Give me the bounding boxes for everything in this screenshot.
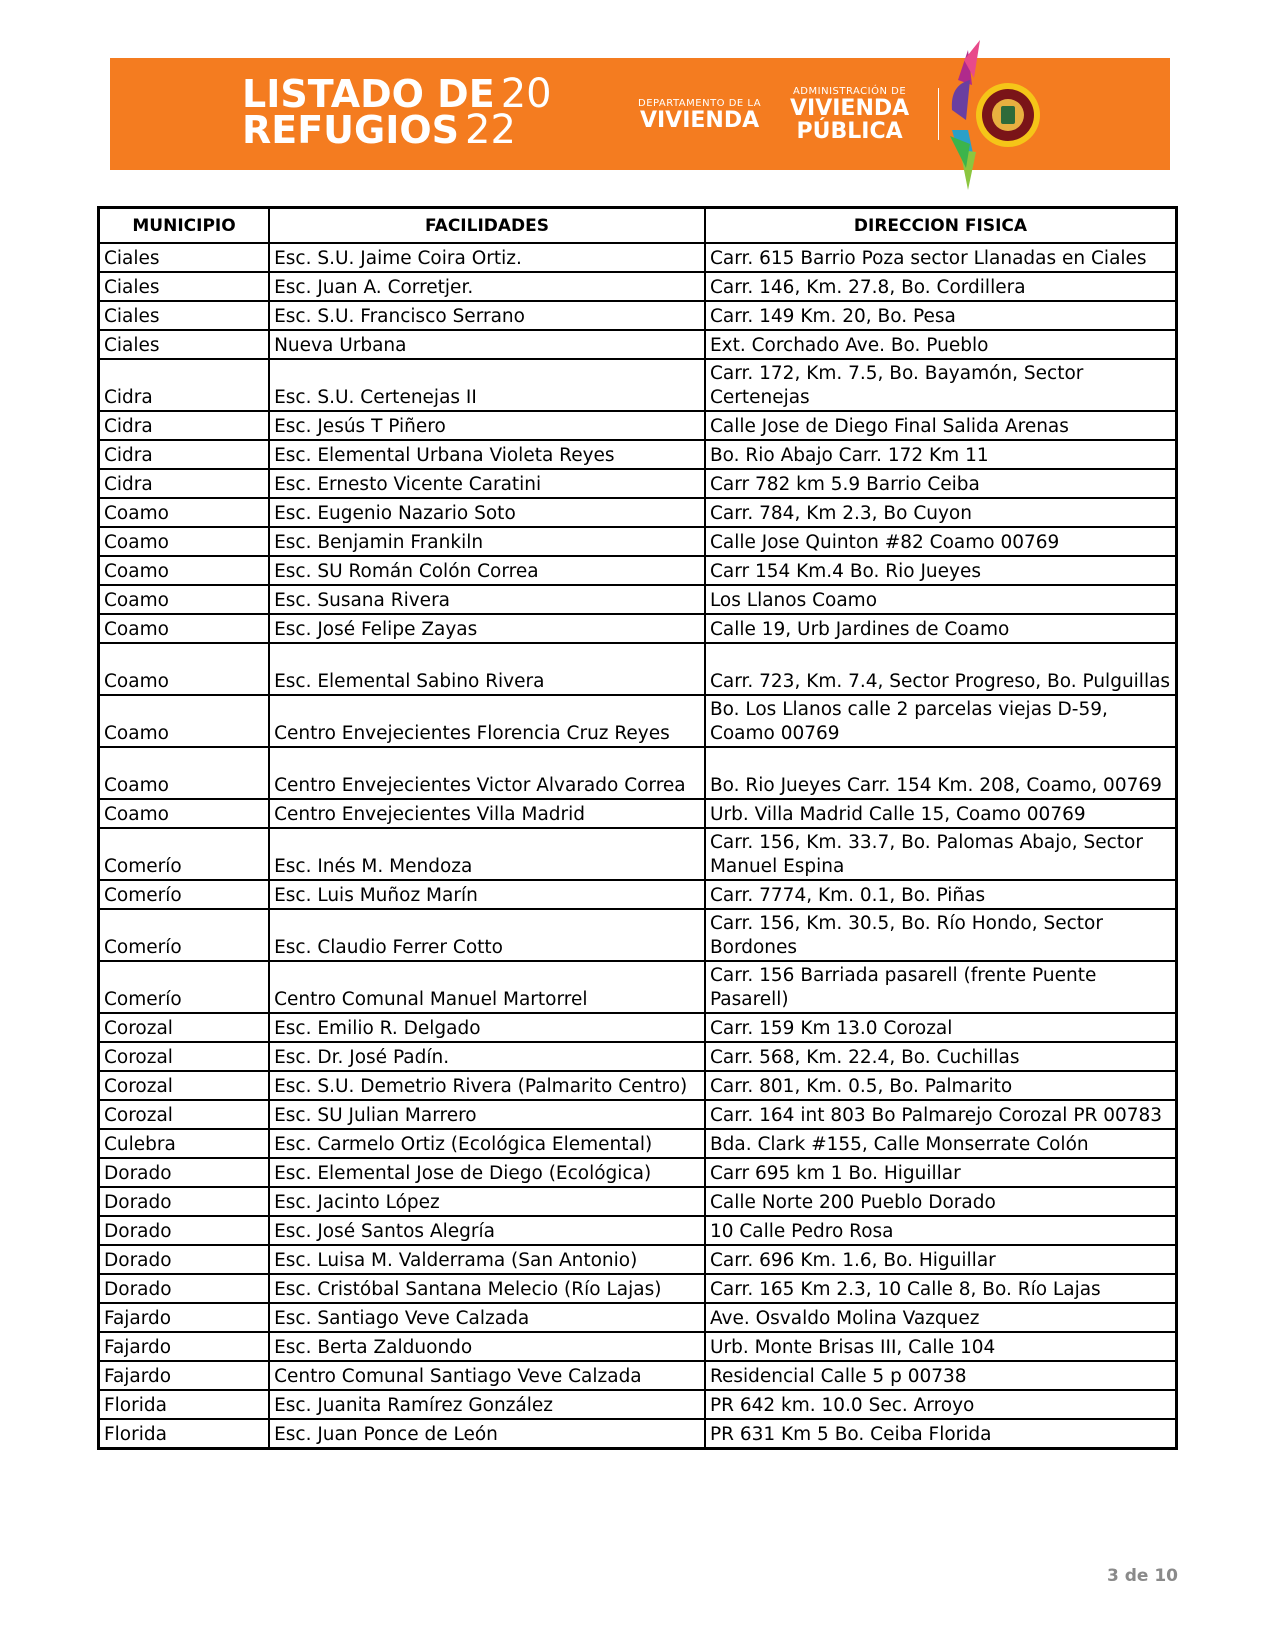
table-row: [99, 556, 1177, 585]
table-row: [99, 1216, 1177, 1245]
cell-direccion: Carr 695 km 1 Bo. Higuillar: [705, 1158, 1177, 1187]
table-row: [99, 1332, 1177, 1361]
avp-big-text-1: VIVIENDA: [790, 96, 910, 121]
cell-direccion: Calle Norte 200 Pueblo Dorado: [705, 1187, 1177, 1216]
table-row: [99, 1013, 1177, 1042]
year-bottom: 22: [465, 107, 516, 153]
table-row: [99, 469, 1177, 498]
cell-direccion: Carr. 146, Km. 27.8, Bo. Cordillera: [705, 272, 1177, 301]
cell-facilidad: Esc. Elemental Jose de Diego (Ecológica): [269, 1158, 705, 1187]
cell-facilidad: Esc. Juanita Ramírez González: [269, 1390, 705, 1419]
cell-facilidad: Esc. Benjamin Frankiln: [269, 527, 705, 556]
cell-facilidad: Esc. Juan A. Corretjer.: [269, 272, 705, 301]
cell-municipio: Ciales: [99, 243, 270, 272]
cell-municipio: Dorado: [99, 1158, 270, 1187]
cell-municipio: Cidra: [99, 411, 270, 440]
cell-direccion: Calle Jose Quinton #82 Coamo 00769: [705, 527, 1177, 556]
cell-facilidad: Esc. S.U. Jaime Coira Ortiz.: [269, 243, 705, 272]
cell-direccion: Calle 19, Urb Jardines de Coamo: [705, 614, 1177, 643]
table-row: [99, 799, 1177, 828]
document-title: [242, 71, 552, 153]
cell-direccion: Carr. 159 Km 13.0 Corozal: [705, 1013, 1177, 1042]
cell-direccion: PR 642 km. 10.0 Sec. Arroyo: [705, 1390, 1177, 1419]
cell-direccion: Carr. 165 Km 2.3, 10 Calle 8, Bo. Río Lajas: [705, 1274, 1177, 1303]
cell-direccion: PR 631 Km 5 Bo. Ceiba Florida: [705, 1419, 1177, 1448]
departamento-vivienda-logo: [638, 98, 761, 133]
table-row: [99, 272, 1177, 301]
table-row: [99, 643, 1177, 695]
table-row: [99, 1187, 1177, 1216]
year-top: 20: [500, 71, 552, 117]
cell-direccion: Residencial Calle 5 p 00738: [705, 1361, 1177, 1390]
cell-direccion: Urb. Monte Brisas III, Calle 104: [705, 1332, 1177, 1361]
cell-municipio: Cidra: [99, 440, 270, 469]
vivienda-publica-logo: [790, 86, 909, 143]
table-row: [99, 498, 1177, 527]
cell-direccion: Carr. 696 Km. 1.6, Bo. Higuillar: [705, 1245, 1177, 1274]
table-row: [99, 585, 1177, 614]
cell-direccion: Carr. 723, Km. 7.4, Sector Progreso, Bo. Pulguillas: [705, 643, 1177, 695]
title-line-2: REFUGIOS: [242, 108, 460, 152]
cell-facilidad: Esc. Inés M. Mendoza: [269, 828, 705, 880]
table-row: [99, 828, 1177, 880]
cell-direccion: Ext. Corchado Ave. Bo. Pueblo: [705, 330, 1177, 359]
cell-facilidad: Esc. S.U. Francisco Serrano: [269, 301, 705, 330]
cell-facilidad: Esc. Luis Muñoz Marín: [269, 880, 705, 909]
cell-municipio: Comerío: [99, 961, 270, 1013]
cell-facilidad: Esc. Carmelo Ortiz (Ecológica Elemental): [269, 1129, 705, 1158]
cell-facilidad: Centro Envejecientes Villa Madrid: [269, 799, 705, 828]
cell-direccion: Carr 782 km 5.9 Barrio Ceiba: [705, 469, 1177, 498]
cell-facilidad: Esc. Ernesto Vicente Caratini: [269, 469, 705, 498]
cell-municipio: Dorado: [99, 1216, 270, 1245]
cell-facilidad: Esc. Luisa M. Valderrama (San Antonio): [269, 1245, 705, 1274]
table-row: [99, 440, 1177, 469]
cell-municipio: Ciales: [99, 330, 270, 359]
dept-small-text: DEPARTAMENTO DE LA: [638, 98, 762, 109]
header-direccion: DIRECCION FISICA: [705, 208, 1177, 244]
cell-facilidad: Esc. José Felipe Zayas: [269, 614, 705, 643]
table-row: [99, 961, 1177, 1013]
table-row: [99, 1071, 1177, 1100]
cell-municipio: Ciales: [99, 301, 270, 330]
cell-facilidad: Centro Comunal Santiago Veve Calzada: [269, 1361, 705, 1390]
table-row: [99, 1419, 1177, 1448]
table-row: [99, 747, 1177, 799]
cell-facilidad: Esc. Dr. José Padín.: [269, 1042, 705, 1071]
cell-municipio: Coamo: [99, 498, 270, 527]
cell-facilidad: Esc. Elemental Urbana Violeta Reyes: [269, 440, 705, 469]
cell-direccion: Carr. 801, Km. 0.5, Bo. Palmarito: [705, 1071, 1177, 1100]
table-row: [99, 359, 1177, 411]
cell-facilidad: Centro Envejecientes Victor Alvarado Correa: [269, 747, 705, 799]
cell-municipio: Dorado: [99, 1187, 270, 1216]
table-row: [99, 243, 1177, 272]
cell-municipio: Coamo: [99, 643, 270, 695]
table-row: [99, 695, 1177, 747]
cell-municipio: Coamo: [99, 585, 270, 614]
cell-direccion: Carr. 568, Km. 22.4, Bo. Cuchillas: [705, 1042, 1177, 1071]
cell-municipio: Corozal: [99, 1013, 270, 1042]
cell-direccion: Bo. Rio Jueyes Carr. 154 Km. 208, Coamo, 00769: [705, 747, 1177, 799]
avp-big-text-2: PÚBLICA: [796, 119, 903, 144]
cell-facilidad: Esc. Claudio Ferrer Cotto: [269, 909, 705, 961]
cell-direccion: Carr. 784, Km 2.3, Bo Cuyon: [705, 498, 1177, 527]
cell-facilidad: Esc. Juan Ponce de León: [269, 1419, 705, 1448]
cell-direccion: Bo. Rio Abajo Carr. 172 Km 11: [705, 440, 1177, 469]
table-row: [99, 1361, 1177, 1390]
header-municipio: MUNICIPIO: [99, 208, 270, 244]
refugios-table: [97, 206, 1178, 1450]
cell-municipio: Comerío: [99, 909, 270, 961]
table-row: [99, 411, 1177, 440]
cell-direccion: Carr. 615 Barrio Poza sector Llanadas en Ciales: [705, 243, 1177, 272]
cell-municipio: Fajardo: [99, 1303, 270, 1332]
cell-facilidad: Esc. José Santos Alegría: [269, 1216, 705, 1245]
table-row: [99, 1274, 1177, 1303]
table-row: [99, 330, 1177, 359]
cell-municipio: Comerío: [99, 880, 270, 909]
cell-municipio: Ciales: [99, 272, 270, 301]
cell-facilidad: Esc. Eugenio Nazario Soto: [269, 498, 705, 527]
cell-municipio: Corozal: [99, 1100, 270, 1129]
cell-facilidad: Esc. Cristóbal Santana Melecio (Río Lajas): [269, 1274, 705, 1303]
cell-facilidad: Esc. SU Julian Marrero: [269, 1100, 705, 1129]
table-row: [99, 1158, 1177, 1187]
cell-direccion: Carr. 149 Km. 20, Bo. Pesa: [705, 301, 1177, 330]
cell-municipio: Dorado: [99, 1245, 270, 1274]
cell-municipio: Corozal: [99, 1071, 270, 1100]
cell-facilidad: Esc. Santiago Veve Calzada: [269, 1303, 705, 1332]
table-row: [99, 1390, 1177, 1419]
table-row: [99, 1303, 1177, 1332]
cell-municipio: Dorado: [99, 1274, 270, 1303]
page-number: 3 de 10: [1106, 1566, 1178, 1586]
table-row: [99, 527, 1177, 556]
table-header-row: [99, 208, 1177, 244]
table-row: [99, 301, 1177, 330]
cell-municipio: Coamo: [99, 799, 270, 828]
cell-facilidad: Esc. S.U. Certenejas II: [269, 359, 705, 411]
cell-direccion: Bo. Los Llanos calle 2 parcelas viejas D-59, Coamo 00769: [705, 695, 1177, 747]
cell-direccion: Carr. 156 Barriada pasarell (frente Puente Pasarell): [705, 961, 1177, 1013]
cell-direccion: Bda. Clark #155, Calle Monserrate Colón: [705, 1129, 1177, 1158]
avp-small-text: ADMINISTRACIÓN DE: [792, 86, 907, 97]
cell-municipio: Coamo: [99, 695, 270, 747]
cell-direccion: Los Llanos Coamo: [705, 585, 1177, 614]
table-row: [99, 880, 1177, 909]
table-row: [99, 1042, 1177, 1071]
cell-direccion: Carr 154 Km.4 Bo. Rio Jueyes: [705, 556, 1177, 585]
cell-facilidad: Esc. Jesús T Piñero: [269, 411, 705, 440]
cell-facilidad: Esc. Berta Zalduondo: [269, 1332, 705, 1361]
cell-facilidad: Nueva Urbana: [269, 330, 705, 359]
gobierno-puerto-rico-seal: [948, 40, 1068, 194]
cell-municipio: Coamo: [99, 556, 270, 585]
cell-facilidad: Esc. SU Román Colón Correa: [269, 556, 705, 585]
cell-municipio: Corozal: [99, 1042, 270, 1071]
cell-direccion: Carr. 156, Km. 33.7, Bo. Palomas Abajo, Sector Manuel Espina: [705, 828, 1177, 880]
cell-municipio: Comerío: [99, 828, 270, 880]
cell-municipio: Cidra: [99, 469, 270, 498]
cell-direccion: Carr. 172, Km. 7.5, Bo. Bayamón, Sector Certenejas: [705, 359, 1177, 411]
cell-facilidad: Esc. S.U. Demetrio Rivera (Palmarito Centro): [269, 1071, 705, 1100]
cell-direccion: Carr. 164 int 803 Bo Palmarejo Corozal PR 00783: [705, 1100, 1177, 1129]
cell-municipio: Cidra: [99, 359, 270, 411]
cell-direccion: Carr. 7774, Km. 0.1, Bo. Piñas: [705, 880, 1177, 909]
cell-municipio: Florida: [99, 1419, 270, 1448]
title-line-1: LISTADO DE: [242, 72, 495, 116]
cell-municipio: Coamo: [99, 747, 270, 799]
cell-facilidad: Esc. Susana Rivera: [269, 585, 705, 614]
cell-municipio: Culebra: [99, 1129, 270, 1158]
cell-direccion: Ave. Osvaldo Molina Vazquez: [705, 1303, 1177, 1332]
cell-direccion: Urb. Villa Madrid Calle 15, Coamo 00769: [705, 799, 1177, 828]
cell-facilidad: Centro Comunal Manuel Martorrel: [269, 961, 705, 1013]
table-row: [99, 614, 1177, 643]
cell-facilidad: Esc. Emilio R. Delgado: [269, 1013, 705, 1042]
cell-municipio: Coamo: [99, 527, 270, 556]
table-row: [99, 1129, 1177, 1158]
cell-direccion: 10 Calle Pedro Rosa: [705, 1216, 1177, 1245]
header-facilidades: FACILIDADES: [269, 208, 705, 244]
cell-direccion: Calle Jose de Diego Final Salida Arenas: [705, 411, 1177, 440]
cell-municipio: Coamo: [99, 614, 270, 643]
logo-divider: [938, 88, 939, 140]
cell-municipio: Fajardo: [99, 1361, 270, 1390]
table-row: [99, 909, 1177, 961]
dept-big-text: VIVIENDA: [639, 108, 760, 133]
table-row: [99, 1245, 1177, 1274]
cell-direccion: Carr. 156, Km. 30.5, Bo. Río Hondo, Sector Bordones: [705, 909, 1177, 961]
cell-facilidad: Centro Envejecientes Florencia Cruz Reyes: [269, 695, 705, 747]
cell-municipio: Fajardo: [99, 1332, 270, 1361]
table-row: [99, 1100, 1177, 1129]
cell-municipio: Florida: [99, 1390, 270, 1419]
cell-facilidad: Esc. Jacinto López: [269, 1187, 705, 1216]
cell-facilidad: Esc. Elemental Sabino Rivera: [269, 643, 705, 695]
header-banner: [110, 58, 1170, 170]
